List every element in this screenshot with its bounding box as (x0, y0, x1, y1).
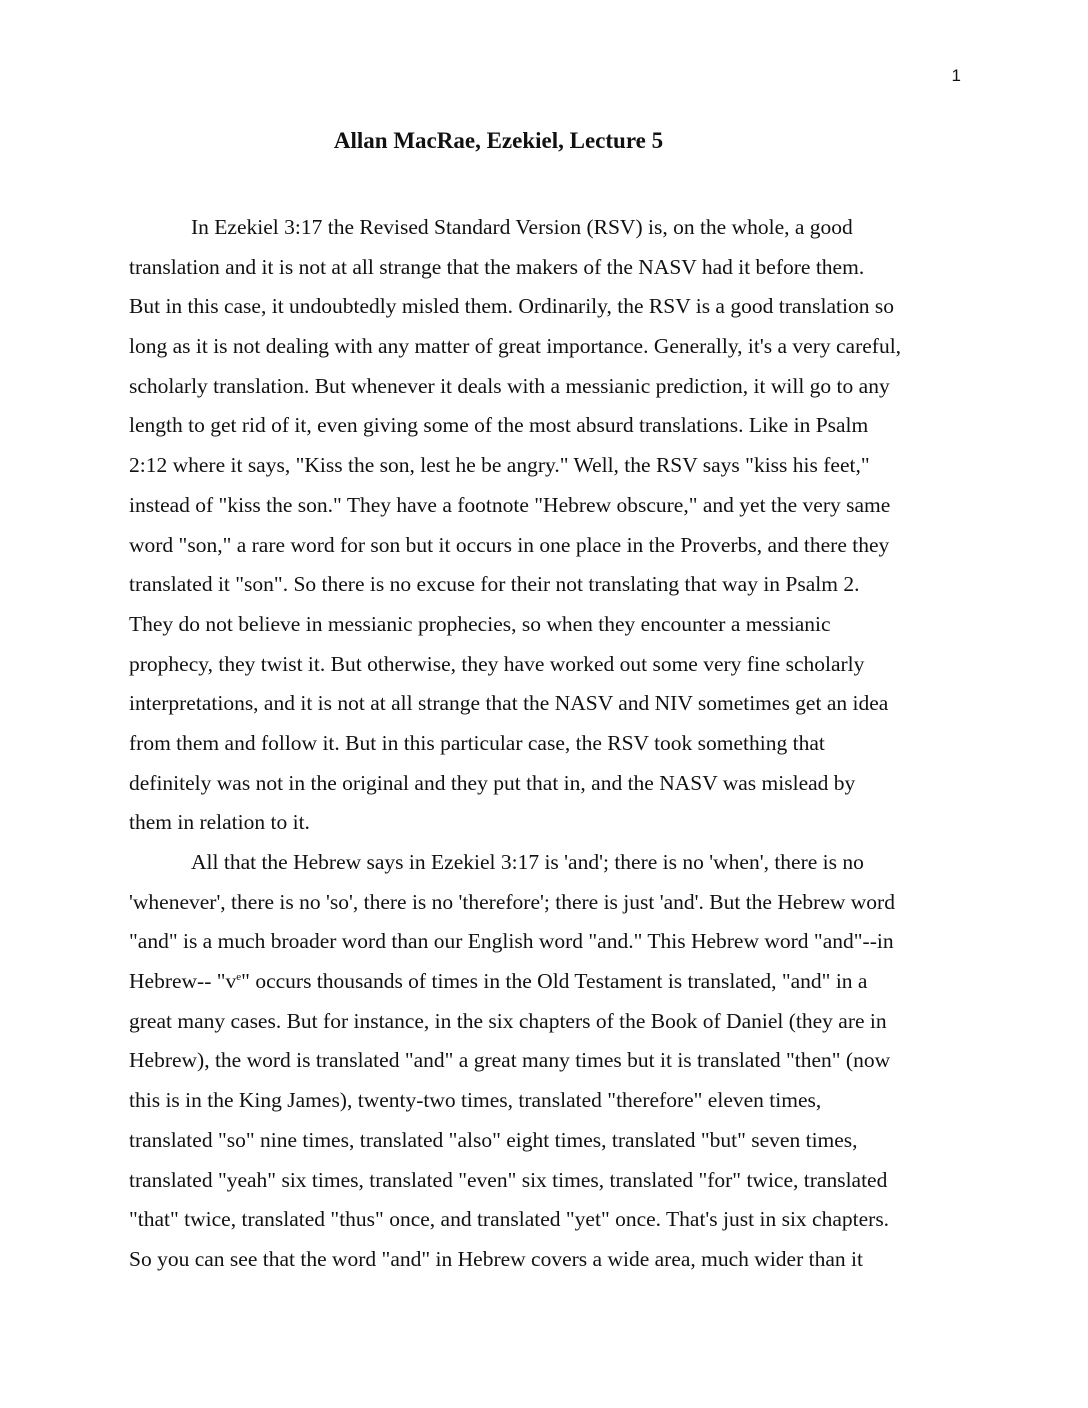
text-line: In Ezekiel 3:17 the Revised Standard Version (RSV) is, on the whole, a good (191, 215, 853, 239)
paragraph-2 (129, 843, 961, 1280)
text-line: long as it is not dealing with any matter of great importance. Generally, it's a very careful, (129, 334, 902, 359)
text-line: But in this case, it undoubtedly misled them. Ordinarily, the RSV is a good translation so (129, 294, 894, 319)
text-line: interpretations, and it is not at all strange that the NASV and NIV sometimes get an idea (129, 691, 889, 716)
text-line: "that" twice, translated "thus" once, and translated "yet" once. That's just in six chapters. (129, 1207, 890, 1232)
text-line: "and" is a much broader word than our English word "and." This Hebrew word "and"--in (129, 929, 894, 954)
text-line: from them and follow it. But in this particular case, the RSV took something that (129, 730, 825, 755)
paragraph-1 (129, 208, 961, 843)
text-line: great many cases. But for instance, in the six chapters of the Book of Daniel (they are in (129, 1008, 887, 1033)
text-line: All that the Hebrew says in Ezekiel 3:17 is 'and'; there is no 'when', there is no (191, 850, 864, 874)
text-line: prophecy, they twist it. But otherwise, they have worked out some very fine scholarly (129, 651, 865, 676)
document-body (129, 208, 961, 1280)
text-line: word "son," a rare word for son but it occurs in one place in the Proverbs, and there they (129, 532, 890, 557)
page-number: 1 (951, 66, 961, 85)
text-line: Hebrew), the word is translated "and" a great many times but it is translated "then" (now (129, 1048, 891, 1073)
text-line: instead of "kiss the son." They have a footnote "Hebrew obscure," and yet the very same (129, 492, 891, 517)
text-line: translated "so" nine times, translated "also" eight times, translated "but" seven times, (129, 1127, 858, 1152)
text-line: this is in the King James), twenty-two times, translated "therefore" eleven times, (129, 1088, 822, 1113)
text-line: They do not believe in messianic prophecies, so when they encounter a messianic (129, 611, 831, 636)
text-segment: Hebrew-- "v (129, 969, 237, 994)
text-line: translated "yeah" six times, translated "even" six times, translated "for" twice, translated (129, 1167, 888, 1192)
text-line: translated it "son". So there is no excuse for their not translating that way in Psalm 2. (129, 572, 860, 597)
text-line: 2:12 where it says, "Kiss the son, lest he be angry." Well, the RSV says "kiss his feet," (129, 453, 870, 478)
text-line: definitely was not in the original and they put that in, and the NASV was mislead by (129, 770, 856, 795)
text-line: scholarly translation. But whenever it deals with a messianic prediction, it will go to any (129, 373, 890, 398)
document-title: Allan MacRae, Ezekiel, Lecture 5 (333, 128, 664, 153)
text-line: them in relation to it. (129, 810, 310, 835)
text-line: So you can see that the word "and" in Hebrew covers a wide area, much wider than it (129, 1246, 863, 1271)
text-line: translation and it is not at all strange that the makers of the NASV had it before them. (129, 254, 865, 279)
text-line-with-superscript (129, 962, 961, 1002)
text-segment: " occurs thousands of times in the Old Testament is translated, "and" in a (241, 969, 868, 994)
superscript-vowel: e (236, 970, 242, 983)
text-line: 'whenever', there is no 'so', there is no 'therefore'; there is just 'and'. But the Hebrew word (129, 889, 895, 914)
text-line: length to get rid of it, even giving some of the most absurd translations. Like in Psalm (129, 413, 869, 438)
